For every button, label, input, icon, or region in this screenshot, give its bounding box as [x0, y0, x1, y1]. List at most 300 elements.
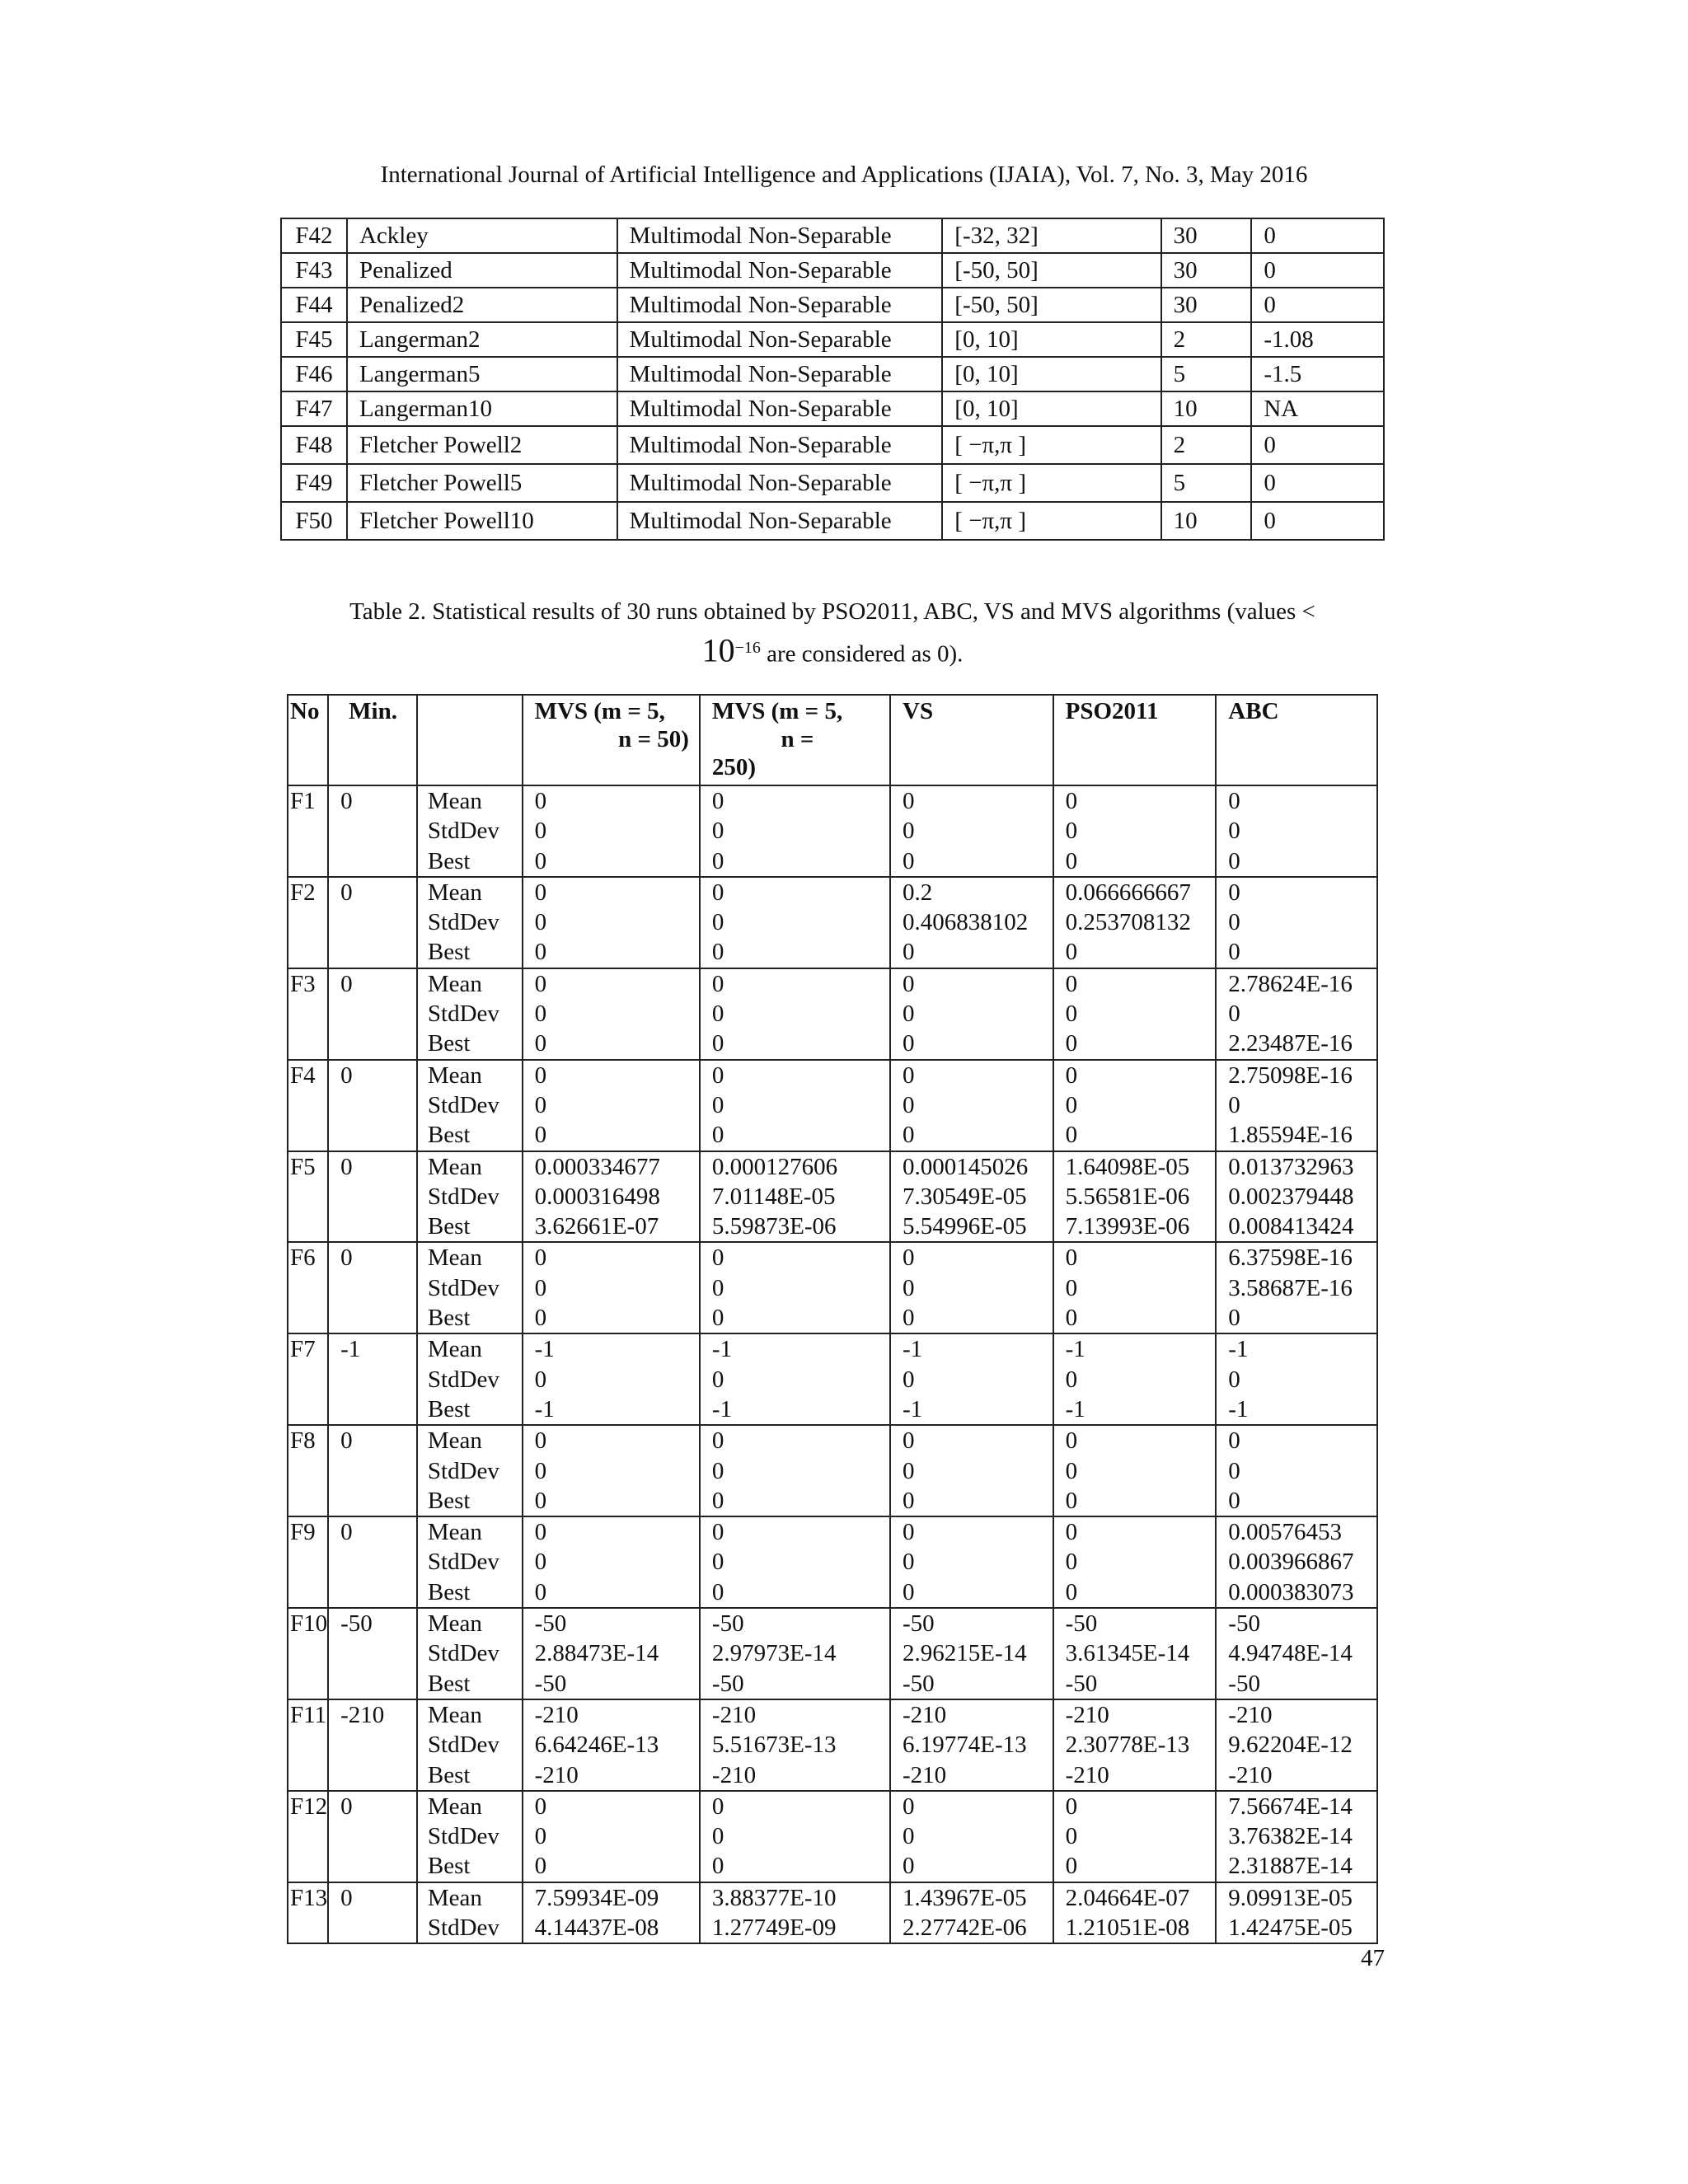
value: 0	[1065, 1549, 1078, 1576]
cell-mvs250	[700, 1242, 890, 1333]
fn-dim: 10	[1161, 502, 1252, 540]
value: 1.21051E-08	[1065, 1914, 1190, 1941]
fn-id: F49	[281, 464, 347, 502]
cell-vs	[890, 1060, 1053, 1151]
min-value: 0	[340, 879, 353, 906]
cell-mvs250	[700, 1791, 890, 1882]
caption-line-2	[280, 631, 1385, 671]
value: -1	[1065, 1336, 1085, 1363]
value: 0	[711, 1030, 724, 1057]
value: 0	[534, 1244, 547, 1272]
row-function-id	[288, 1060, 328, 1151]
value: 0.000334677	[534, 1153, 660, 1180]
row-function-id	[288, 1516, 328, 1608]
row-stat-labels	[417, 877, 523, 968]
stat-label: Best	[427, 1030, 471, 1057]
fn-id: F48	[281, 426, 347, 464]
value: 0	[711, 847, 724, 874]
cell-mvs250	[700, 1151, 890, 1243]
value: 0.253708132	[1065, 909, 1191, 936]
cell-mvs50	[523, 785, 700, 877]
fn-dim: 5	[1161, 357, 1252, 391]
value: 0.000145026	[903, 1153, 1029, 1180]
fn-dim: 2	[1161, 426, 1252, 464]
stat-label: StdDev	[427, 1549, 499, 1576]
value: -1	[1228, 1395, 1249, 1422]
row-stat-labels	[417, 785, 523, 877]
row-min	[328, 1242, 417, 1333]
row-function-id	[288, 1791, 328, 1882]
value: 0	[534, 1457, 547, 1484]
fn-min: 0	[1251, 502, 1384, 540]
value: 0	[1065, 1457, 1078, 1484]
value: 0	[534, 1487, 547, 1514]
fn-range: [0, 10]	[942, 357, 1160, 391]
value: 0	[903, 1274, 915, 1301]
cell-mvs250	[700, 1425, 890, 1516]
row-min	[328, 785, 417, 877]
stat-label: Mean	[427, 1884, 482, 1911]
value: 0	[1228, 909, 1240, 936]
header-mvs-n250	[700, 695, 890, 785]
min-value: 0	[340, 1427, 353, 1455]
fn-characteristic: Multimodal Non-Separable	[617, 502, 943, 540]
fn-name: Fletcher Powell5	[347, 464, 617, 502]
caption-line-1: Table 2. Statistical results of 30 runs obtained by PSO2011, ABC, VS and MVS algorithms (values <	[349, 598, 1315, 625]
stat-label: Best	[427, 1122, 471, 1149]
fn-min: -1.5	[1251, 357, 1384, 391]
row-min	[328, 1882, 417, 1944]
stat-label: Best	[427, 939, 471, 966]
value: 0	[711, 788, 724, 814]
value: 0	[711, 1487, 724, 1514]
function-id: F10	[290, 1610, 328, 1638]
cell-mvs250	[700, 1060, 890, 1151]
min-value: 0	[340, 1153, 353, 1180]
value: -1	[903, 1336, 923, 1363]
cell-pso	[1053, 1333, 1217, 1425]
cell-mvs50	[523, 1333, 700, 1425]
table-row	[281, 253, 1384, 288]
fn-id: F47	[281, 391, 347, 426]
value: -50	[1228, 1610, 1260, 1638]
fn-characteristic: Multimodal Non-Separable	[617, 426, 943, 464]
cell-vs	[890, 1333, 1053, 1425]
value: 0	[1065, 1366, 1078, 1393]
cell-pso	[1053, 1608, 1217, 1699]
value: 1.27749E-09	[711, 1914, 837, 1941]
value: 2.30778E-13	[1065, 1732, 1190, 1759]
cell-pso	[1053, 1151, 1217, 1243]
row-min	[328, 1791, 417, 1882]
fn-min: 0	[1251, 288, 1384, 322]
table-2-caption	[280, 595, 1385, 671]
value: 0	[534, 1823, 547, 1850]
value: 2.88473E-14	[534, 1640, 659, 1667]
value: 0	[1228, 879, 1240, 906]
header-min: Min.	[328, 695, 417, 785]
value: 0	[1228, 1427, 1240, 1455]
value: 5.59873E-06	[711, 1213, 837, 1240]
fn-range: [ −π,π ]	[942, 502, 1160, 540]
value: 0	[711, 1519, 724, 1546]
cell-mvs50	[523, 1791, 700, 1882]
table-row	[288, 1516, 1377, 1608]
stat-label: StdDev	[427, 1732, 499, 1759]
value: 0	[903, 939, 915, 966]
value: 0	[1228, 1457, 1240, 1484]
row-min	[328, 1060, 417, 1151]
value: 0.00576453	[1228, 1519, 1343, 1546]
value: 0	[1065, 1823, 1078, 1850]
fn-min: -1.08	[1251, 322, 1384, 357]
cell-pso	[1053, 1425, 1217, 1516]
header-abc: ABC	[1216, 695, 1377, 785]
value: 0	[1065, 847, 1078, 874]
value: 9.62204E-12	[1228, 1732, 1353, 1759]
value: 7.13993E-06	[1065, 1213, 1190, 1240]
value: 0	[534, 1305, 547, 1332]
cell-mvs250	[700, 1882, 890, 1944]
stat-label: StdDev	[427, 1640, 499, 1667]
stat-label: Mean	[427, 1427, 482, 1455]
value: 0	[711, 1274, 724, 1301]
value: 0	[1065, 1427, 1078, 1455]
header-mvs-n250-line1: MVS (m = 5,	[711, 698, 843, 724]
value: 0	[1065, 788, 1078, 814]
cell-mvs250	[700, 1699, 890, 1791]
cell-abc	[1216, 1882, 1377, 1944]
cell-vs	[890, 1242, 1053, 1333]
cell-mvs50	[523, 1516, 700, 1608]
function-id: F5	[290, 1153, 316, 1180]
min-value: 0	[340, 788, 353, 814]
value: 0	[903, 1001, 915, 1028]
stat-label: Mean	[427, 970, 482, 997]
stat-label: Best	[427, 1853, 471, 1880]
value: -210	[903, 1761, 947, 1788]
value: 0	[903, 818, 915, 845]
cell-pso	[1053, 1791, 1217, 1882]
value: 0	[1228, 1366, 1240, 1393]
value: 2.97973E-14	[711, 1640, 837, 1667]
value: 0	[903, 1519, 915, 1546]
fn-dim: 10	[1161, 391, 1252, 426]
table-row	[281, 426, 1384, 464]
value: 0	[903, 1244, 915, 1272]
value: 0	[1065, 970, 1078, 997]
value: 0	[711, 909, 724, 936]
stat-label: StdDev	[427, 1914, 499, 1941]
fn-id: F46	[281, 357, 347, 391]
stat-label: StdDev	[427, 909, 499, 936]
cell-mvs250	[700, 877, 890, 968]
stat-label: Mean	[427, 1153, 482, 1180]
header-stat	[417, 695, 523, 785]
value: 0	[903, 1853, 915, 1880]
cell-pso	[1053, 1699, 1217, 1791]
value: -50	[534, 1670, 567, 1697]
value: 0	[711, 1578, 724, 1605]
fn-name: Ackley	[347, 218, 617, 253]
row-function-id	[288, 1699, 328, 1791]
value: 0	[903, 1427, 915, 1455]
row-min	[328, 968, 417, 1060]
cell-pso	[1053, 877, 1217, 968]
value: 0	[534, 1274, 547, 1301]
function-id: F2	[290, 879, 316, 906]
stat-label: StdDev	[427, 1001, 499, 1028]
cell-mvs50	[523, 1060, 700, 1151]
row-stat-labels	[417, 1608, 523, 1699]
value: -50	[711, 1670, 744, 1697]
row-min	[328, 1516, 417, 1608]
value: -50	[1065, 1670, 1098, 1697]
value: 0	[711, 1853, 724, 1880]
value: 0	[534, 1519, 547, 1546]
caption-base: 10	[701, 631, 735, 669]
value: 0	[711, 939, 724, 966]
value: 1.85594E-16	[1228, 1122, 1353, 1149]
cell-vs	[890, 1791, 1053, 1882]
value: 0.013732963	[1228, 1153, 1354, 1180]
value: 3.76382E-14	[1228, 1823, 1353, 1850]
value: 0	[1065, 1244, 1078, 1272]
row-function-id	[288, 1882, 328, 1944]
cell-mvs250	[700, 968, 890, 1060]
table-row	[281, 391, 1384, 426]
value: 0.003966867	[1228, 1549, 1354, 1576]
value: 0	[534, 1122, 547, 1149]
fn-id: F43	[281, 253, 347, 288]
header-no: No	[288, 695, 328, 785]
value: 7.01148E-05	[711, 1183, 836, 1210]
value: 3.61345E-14	[1065, 1640, 1190, 1667]
value: 0	[1065, 1062, 1078, 1089]
cell-pso	[1053, 1060, 1217, 1151]
stat-label: StdDev	[427, 1091, 499, 1118]
fn-range: [0, 10]	[942, 391, 1160, 426]
header-pso2011: PSO2011	[1053, 695, 1217, 785]
value: 0	[1065, 1274, 1078, 1301]
value: 3.88377E-10	[711, 1884, 837, 1911]
cell-vs	[890, 785, 1053, 877]
cell-pso	[1053, 785, 1217, 877]
cell-mvs50	[523, 1425, 700, 1516]
table-row	[288, 1882, 1377, 1944]
header-mvs-n50	[523, 695, 700, 785]
cell-pso	[1053, 1882, 1217, 1944]
row-stat-labels	[417, 1151, 523, 1243]
fn-characteristic: Multimodal Non-Separable	[617, 322, 943, 357]
value: 0	[1228, 818, 1240, 845]
fn-name: Fletcher Powell10	[347, 502, 617, 540]
cell-abc	[1216, 1516, 1377, 1608]
stat-label: Mean	[427, 1793, 482, 1820]
value: -1	[534, 1395, 555, 1422]
value: 0	[711, 1427, 724, 1455]
value: 7.30549E-05	[903, 1183, 1027, 1210]
value: 0	[1065, 1578, 1078, 1605]
value: -210	[903, 1701, 947, 1728]
cell-mvs250	[700, 785, 890, 877]
value: 6.19774E-13	[903, 1732, 1027, 1759]
cell-pso	[1053, 1516, 1217, 1608]
value: 0	[903, 1578, 915, 1605]
fn-characteristic: Multimodal Non-Separable	[617, 391, 943, 426]
fn-min: 0	[1251, 253, 1384, 288]
stat-label: Best	[427, 1578, 471, 1605]
function-id: F12	[290, 1793, 328, 1820]
table-row	[288, 1791, 1377, 1882]
value: 0	[711, 1305, 724, 1332]
cell-abc	[1216, 1333, 1377, 1425]
cell-mvs250	[700, 1516, 890, 1608]
statistical-results-table	[287, 694, 1378, 1944]
value: 2.31887E-14	[1228, 1853, 1353, 1880]
value: 1.42475E-05	[1228, 1914, 1353, 1941]
row-stat-labels	[417, 1516, 523, 1608]
fn-id: F44	[281, 288, 347, 322]
value: 5.54996E-05	[903, 1213, 1027, 1240]
value: 0	[1065, 1853, 1078, 1880]
header-mvs-n250-line2: n =	[781, 726, 814, 752]
running-header: International Journal of Artificial Intelligence and Applications (IJAIA), Vol. 7, No. 3, May 2016	[380, 162, 1308, 188]
header-mvs-n250-line3: 250)	[711, 754, 757, 780]
header-mvs-n50-line2: n = 50)	[618, 726, 689, 752]
value: 0	[1065, 1122, 1078, 1149]
value: 5.56581E-06	[1065, 1183, 1190, 1210]
value: 1.43967E-05	[903, 1884, 1027, 1911]
value: 0	[534, 1427, 547, 1455]
fn-range: [ −π,π ]	[942, 426, 1160, 464]
value: 6.37598E-16	[1228, 1244, 1353, 1272]
row-function-id	[288, 1425, 328, 1516]
value: 0	[903, 1030, 915, 1057]
value: 3.62661E-07	[534, 1213, 659, 1240]
function-id: F7	[290, 1336, 316, 1363]
value: 0	[711, 1001, 724, 1028]
value: 0	[1065, 1793, 1078, 1820]
value: 0	[534, 879, 547, 906]
cell-mvs50	[523, 877, 700, 968]
value: -50	[903, 1610, 935, 1638]
value: 0	[534, 1366, 547, 1393]
value: 0	[711, 818, 724, 845]
page-number: 47	[1361, 1945, 1385, 1971]
value: -50	[1228, 1670, 1260, 1697]
table-row	[281, 218, 1384, 253]
value: 9.09913E-05	[1228, 1884, 1353, 1911]
value: 0	[1065, 1001, 1078, 1028]
cell-pso	[1053, 1242, 1217, 1333]
value: 0	[1065, 1091, 1078, 1118]
row-stat-labels	[417, 1699, 523, 1791]
stat-label: StdDev	[427, 1183, 499, 1210]
header-vs: VS	[890, 695, 1053, 785]
row-stat-labels	[417, 1425, 523, 1516]
stat-label: Mean	[427, 1701, 482, 1728]
value: 0	[1065, 818, 1078, 845]
value: -210	[1065, 1701, 1109, 1728]
fn-min: 0	[1251, 426, 1384, 464]
table-row	[288, 1060, 1377, 1151]
fn-name: Langerman2	[347, 322, 617, 357]
cell-pso	[1053, 968, 1217, 1060]
value: 0.008413424	[1228, 1213, 1354, 1240]
row-stat-labels	[417, 1242, 523, 1333]
value: 0.406838102	[903, 909, 1029, 936]
value: -210	[534, 1761, 579, 1788]
value: 0	[1065, 1030, 1078, 1057]
value: -50	[534, 1610, 567, 1638]
table-row	[288, 1333, 1377, 1425]
header-mvs-n50-line1: MVS (m = 5,	[534, 698, 665, 724]
value: 0	[903, 1305, 915, 1332]
fn-min: 0	[1251, 218, 1384, 253]
value: 0	[1065, 1519, 1078, 1546]
fn-id: F42	[281, 218, 347, 253]
cell-mvs250	[700, 1333, 890, 1425]
fn-name: Langerman5	[347, 357, 617, 391]
cell-mvs50	[523, 1882, 700, 1944]
stat-label: Best	[427, 1213, 471, 1240]
value: 0	[534, 1853, 547, 1880]
value: 0	[1228, 847, 1240, 874]
value: 0.000383073	[1228, 1578, 1354, 1605]
value: 1.64098E-05	[1065, 1153, 1190, 1180]
function-id: F6	[290, 1244, 316, 1272]
value: 2.96215E-14	[903, 1640, 1027, 1667]
fn-name: Penalized2	[347, 288, 617, 322]
fn-id: F45	[281, 322, 347, 357]
row-min	[328, 1425, 417, 1516]
cell-vs	[890, 877, 1053, 968]
value: 0	[534, 788, 547, 814]
value: 3.58687E-16	[1228, 1274, 1353, 1301]
table-row	[288, 1699, 1377, 1791]
stat-label: Mean	[427, 1244, 482, 1272]
value: 0	[1228, 1305, 1240, 1332]
fn-characteristic: Multimodal Non-Separable	[617, 288, 943, 322]
value: -1	[534, 1336, 555, 1363]
value: 4.14437E-08	[534, 1914, 659, 1941]
table-row	[281, 464, 1384, 502]
table-row	[281, 288, 1384, 322]
value: 0	[1065, 1487, 1078, 1514]
fn-characteristic: Multimodal Non-Separable	[617, 464, 943, 502]
fn-characteristic: Multimodal Non-Separable	[617, 357, 943, 391]
table-row	[288, 877, 1377, 968]
cell-abc	[1216, 785, 1377, 877]
cell-vs	[890, 1882, 1053, 1944]
table-row	[288, 1151, 1377, 1243]
table-row	[281, 502, 1384, 540]
value: -1	[903, 1395, 923, 1422]
value: 7.59934E-09	[534, 1884, 659, 1911]
value: 0	[711, 1823, 724, 1850]
row-function-id	[288, 1333, 328, 1425]
table-row	[281, 322, 1384, 357]
value: 0.2	[903, 879, 933, 906]
fn-characteristic: Multimodal Non-Separable	[617, 253, 943, 288]
row-function-id	[288, 1608, 328, 1699]
value: -210	[1228, 1761, 1273, 1788]
fn-id: F50	[281, 502, 347, 540]
fn-dim: 2	[1161, 322, 1252, 357]
value: -1	[1065, 1395, 1085, 1422]
value: 0	[534, 818, 547, 845]
